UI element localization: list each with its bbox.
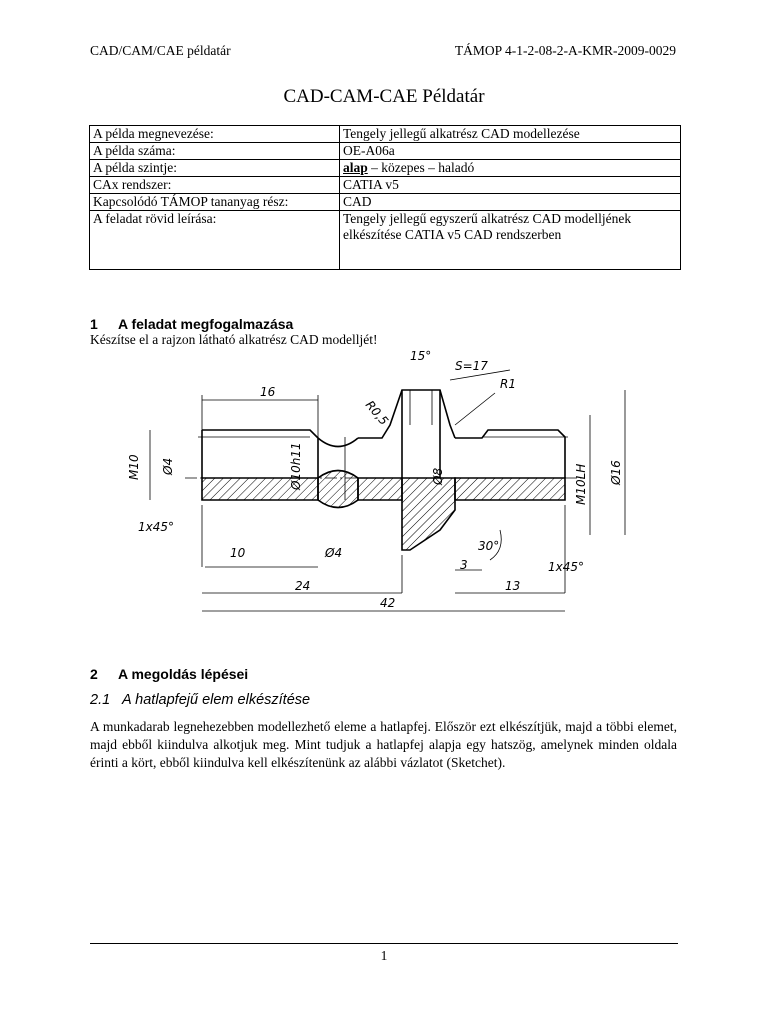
row-key: CAx rendszer: (90, 177, 340, 194)
section-2-heading (90, 666, 248, 682)
dim-label: 13 (505, 579, 521, 593)
dim-label: 15° (410, 349, 432, 363)
dim-label: Ø16 (609, 460, 623, 485)
dim-label: R0,5 (362, 397, 392, 428)
dim-label: R1 (500, 377, 516, 391)
table-row (90, 194, 681, 211)
info-table (89, 125, 681, 270)
dim-label: Ø8 (431, 467, 445, 485)
header-left: CAD/CAM/CAE példatár (90, 43, 231, 58)
dim-label: Ø4 (325, 546, 343, 560)
table-row (90, 211, 681, 270)
section-1-text: Készítse el a rajzon látható alkatrész CAD modelljét! (90, 332, 378, 347)
row-key: A példa száma: (90, 143, 340, 160)
dim-label: 1x45° (138, 520, 175, 534)
section-title: A hatlapfejű elem elkészítése (122, 692, 311, 708)
section-2-1-heading (90, 692, 310, 708)
document-title: CAD-CAM-CAE Példatár (283, 86, 485, 107)
section-title: A megoldás lépései (118, 666, 249, 682)
row-value: CAD (340, 194, 681, 211)
header-right: TÁMOP 4-1-2-08-2-A-KMR-2009-0029 (454, 43, 676, 58)
dim-label: M10 (127, 454, 141, 480)
row-key: Kapcsolódó TÁMOP tananyag rész: (90, 194, 340, 211)
dim-label: 1x45° (548, 560, 585, 574)
level-rest: – közepes – haladó (367, 160, 475, 175)
row-value: Tengely jellegű alkatrész CAD modellezése (340, 126, 681, 143)
dim-label: M10LH (574, 463, 588, 505)
dim-label: Ø10h11 (289, 442, 303, 490)
dim-label: S=17 (455, 359, 488, 373)
row-value (340, 160, 681, 177)
row-value: Tengely jellegű egyszerű alkatrész CAD modelljének elkészítése CATIA v5 CAD rendszerben (340, 211, 681, 270)
section-1-heading (90, 316, 293, 332)
dim-label: 42 (380, 596, 396, 610)
part-outline (185, 390, 585, 478)
section-number: 2.1 (90, 692, 111, 708)
table-row (90, 160, 681, 177)
page-number: 1 (380, 948, 388, 963)
dim-label: 16 (260, 385, 276, 399)
section-number: 1 (90, 316, 98, 332)
row-key: A példa megnevezése: (90, 126, 340, 143)
dim-label: 3 (460, 558, 468, 572)
page-header (90, 43, 676, 59)
dim-label: 30° (478, 539, 500, 553)
row-key: A példa szintje: (90, 160, 340, 177)
row-value: OE-A06a (340, 143, 681, 160)
footer-divider (90, 943, 678, 944)
table-row (90, 143, 681, 160)
row-key: A feladat rövid leírása: (90, 211, 340, 270)
section-title: A feladat megfogalmazása (118, 316, 294, 332)
dim-label: 10 (230, 546, 246, 560)
technical-drawing (110, 345, 650, 620)
section-2-1-text: A munkadarab legnehezebben modellezhető eleme a hatlapfej. Először ezt elkészítjük, majd a többi elemet, majd ebből kiindulva alkotjuk meg. Mint tudjuk a hatlapfej alapja egy hatszög, amelynek minden oldala érinti a kört, ebből kiindulva kell elkészítenünk az alábbi vázlatot (Sketchet). (90, 719, 677, 770)
dim-label: Ø4 (161, 457, 175, 475)
row-value: CATIA v5 (340, 177, 681, 194)
table-row (90, 177, 681, 194)
section-number: 2 (90, 666, 98, 682)
section-hatch (202, 471, 565, 551)
level-selected: alap (343, 160, 368, 175)
dim-label: 24 (295, 579, 311, 593)
table-row (90, 126, 681, 143)
